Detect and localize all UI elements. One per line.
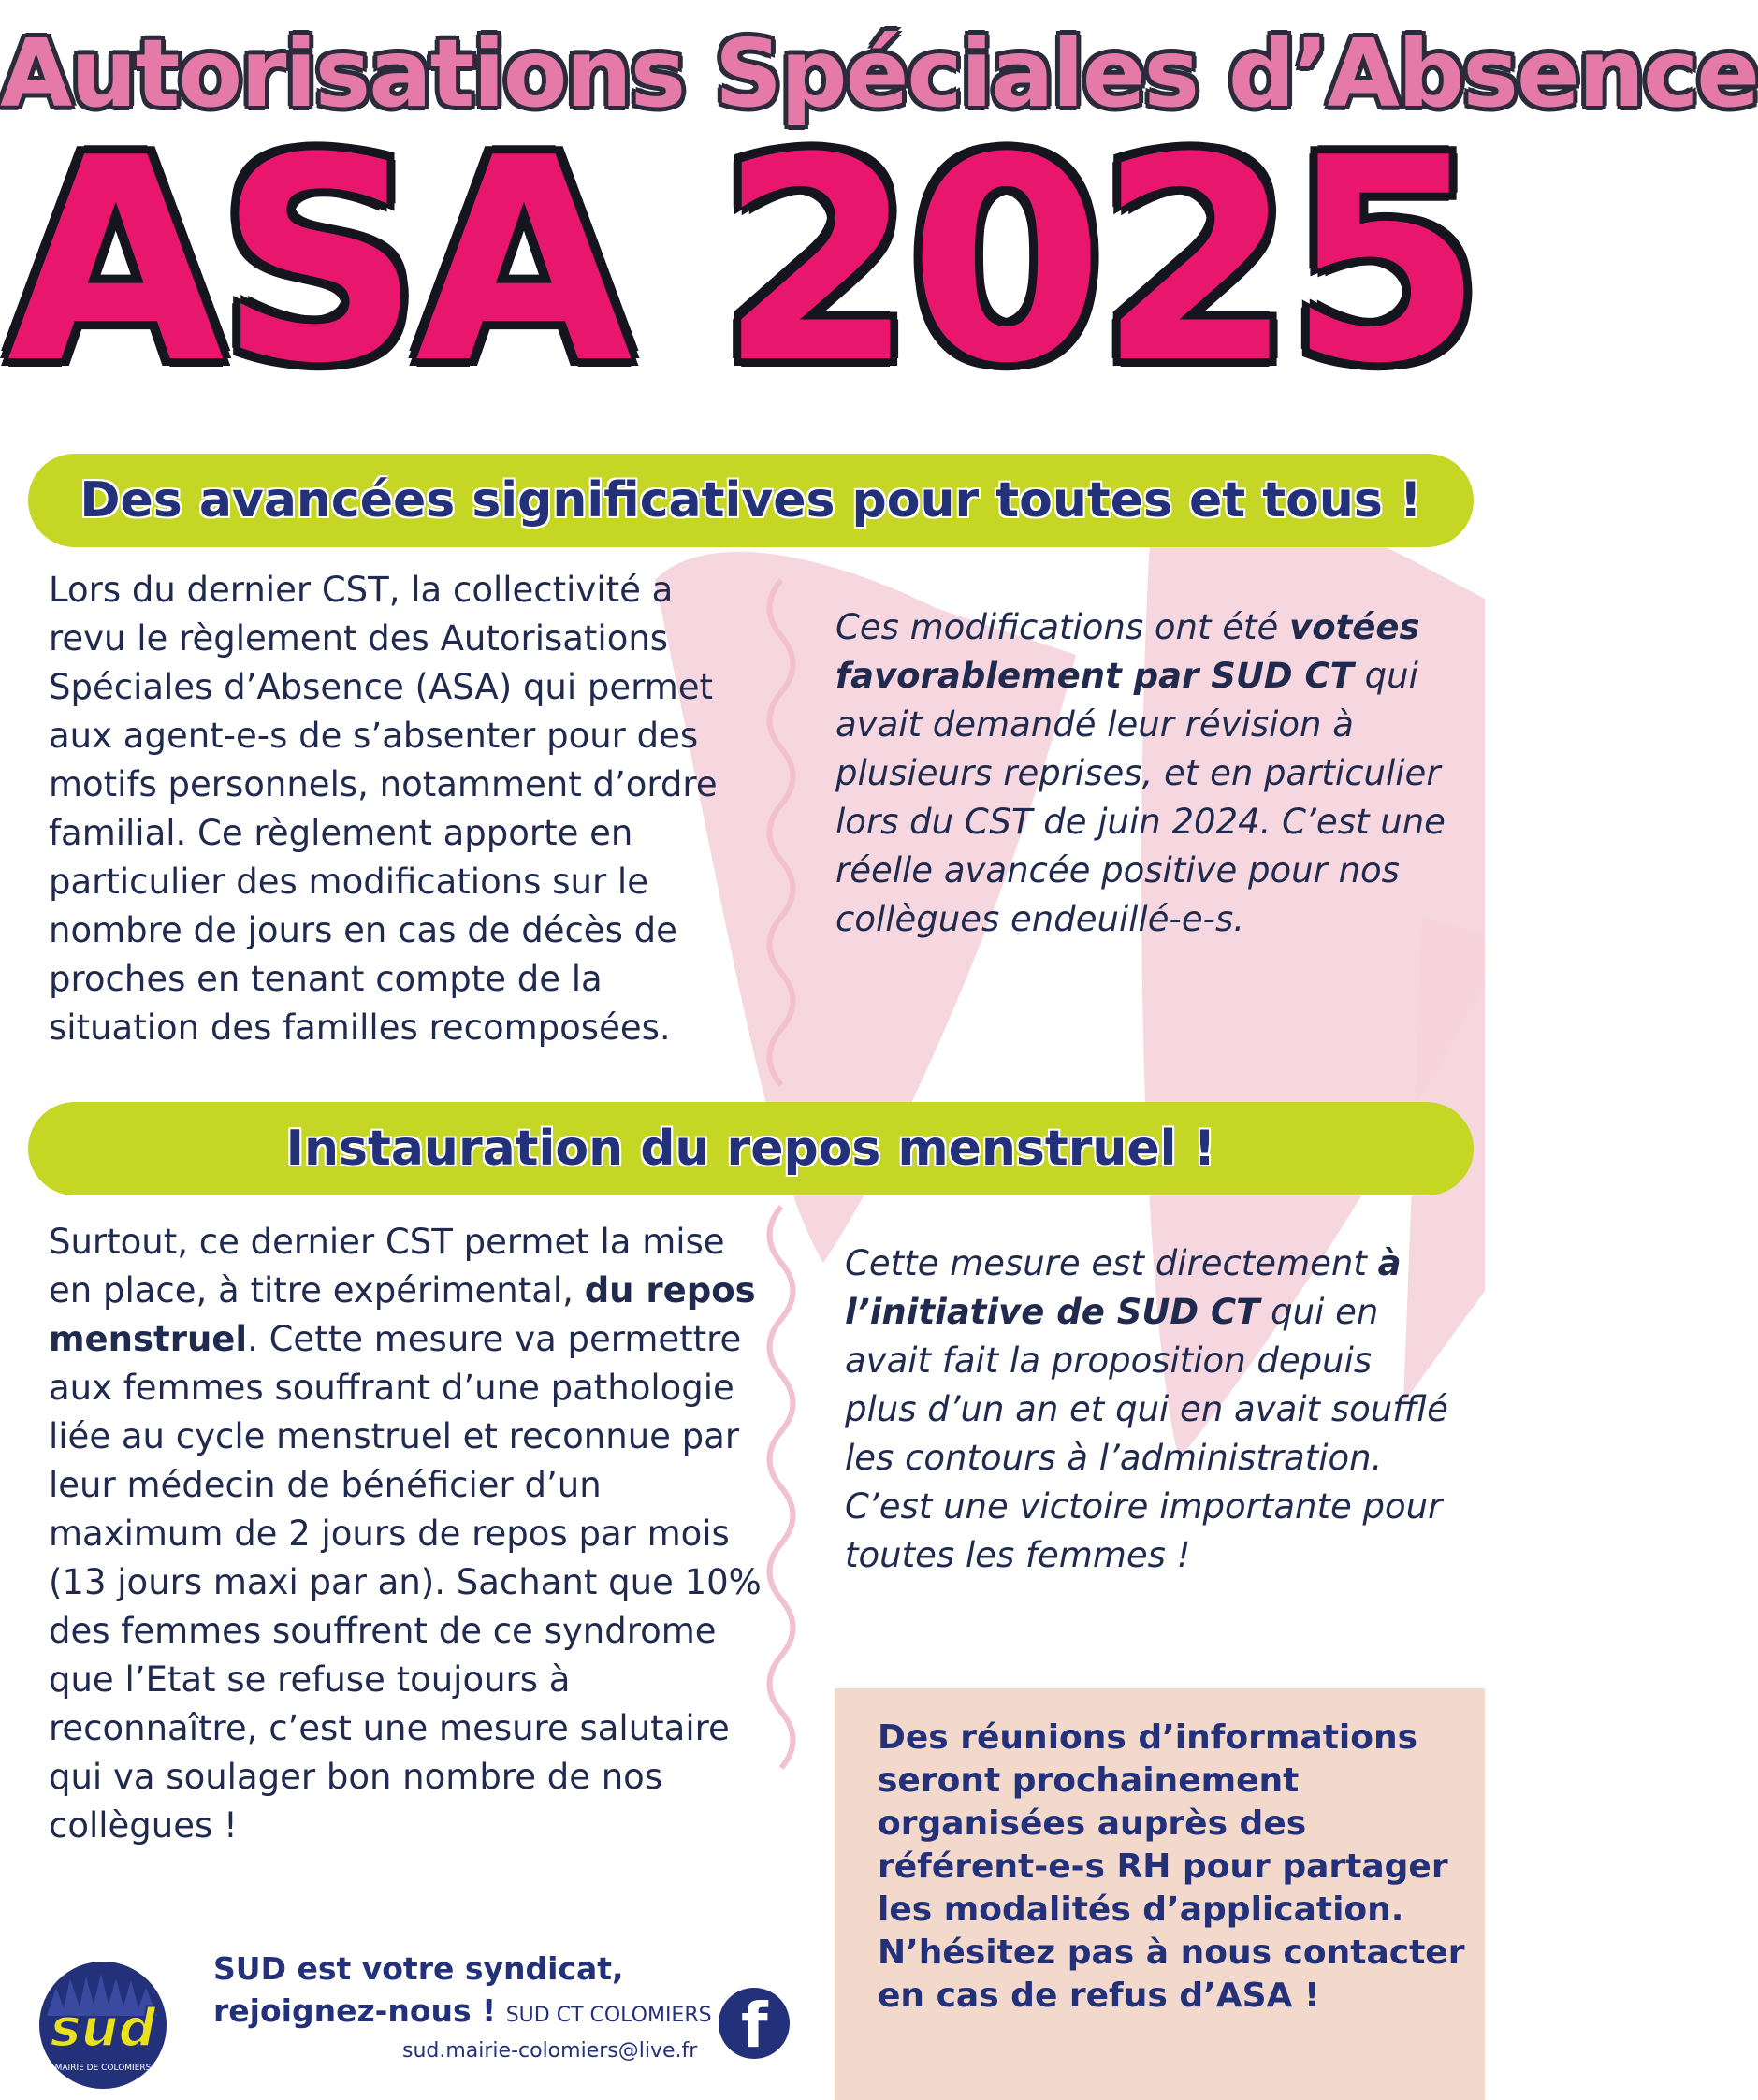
- footer-tagline-2: [213, 1992, 712, 2029]
- text-fragment: . Cette mesure va permettre aux femmes souffrant d’une pathologie liée au cycle menstruel et reconnue par leur médecin de bénéficier d’un maximum de 2 jours de repos par mois (13 jours maxi par an). Sachant que 10% des femmes souffrent de ce syndrome que l’Etat se refuse toujours à reconnaître, c’est une mesure salutaire qui va soulager bon nombre de nos collègues !: [49, 1319, 762, 1846]
- paragraph: [845, 1239, 1453, 1580]
- text-fragment: Surtout, ce dernier CST permet la mise en place, à titre expérimental,: [49, 1222, 725, 1311]
- section-banner-2: [28, 1102, 1474, 1195]
- sud-logo-text: sud: [50, 1998, 156, 2059]
- facebook-icon[interactable]: f: [719, 1988, 790, 2059]
- section-2-left-text: [49, 1218, 769, 1850]
- text-fragment: Cette mesure est directement: [845, 1243, 1378, 1283]
- footer-email-link[interactable]: sud.mairie-colomiers@live.fr: [402, 2039, 698, 2063]
- sud-logo-subtext: MAIRIE DE COLOMIERS: [54, 2064, 152, 2073]
- banner-1-label: Des avancées significatives pour toutes et tous !: [80, 472, 1422, 529]
- title-main: ASA 2025: [7, 98, 1478, 425]
- sud-logo: [28, 1950, 192, 2091]
- banner-2-label: Instauration du repos menstruel !: [285, 1121, 1216, 1177]
- info-box-text: Des réunions d’informations seront prochainement organisées auprès des référent-e-s RH pour partager les modalités d’application. N’hésitez pas à nous contacter en cas de refus d’ASA !: [878, 1718, 1465, 2015]
- text-fragment: qui en avait fait la proposition depuis plus d’un an et qui en avait soufflé les contours à l’administration. C’est une victoire importante pour toutes les femmes !: [845, 1292, 1448, 1575]
- text-fragment-bold: à l’initiative de SUD CT: [845, 1243, 1402, 1332]
- text-fragment-bold: du repos menstruel: [49, 1270, 756, 1359]
- footer-tagline-1: SUD est votre syndicat,: [213, 1950, 624, 1987]
- paragraph: [49, 1218, 769, 1850]
- text-fragment: qui avait demandé leur révision à plusieurs reprises, et en particulier lors du CST de juin 2024. C’est une réelle avancée positive pour nos collègues endeuillé-e-s.: [835, 656, 1446, 939]
- paragraph: [835, 603, 1453, 944]
- footer-org-name: SUD CT COLOMIERS: [505, 2004, 712, 2027]
- paragraph: Lors du dernier CST, la collectivité a revu le règlement des Autorisations Spéciales d’Absence (ASA) qui permet aux agent-e-s de s’absenter pour des motifs personnels, notamment d’ordre familial. Ce règlement apporte en particulier des modifications sur le nombre de jours en cas de décès de proches en tenant compte de la situation des familles recomposées.: [49, 570, 718, 1048]
- section-2-right-text: [845, 1239, 1453, 1580]
- footer-join-text: rejoignez-nous !: [213, 1992, 497, 2029]
- section-1-left-text: [49, 566, 760, 1052]
- text-fragment-bold: votées favorablement par SUD CT: [835, 607, 1420, 696]
- text-fragment: Ces modifications ont été: [835, 607, 1290, 647]
- section-banner-1: [28, 454, 1474, 547]
- section-1-right-text: [835, 603, 1453, 944]
- title-subtitle: Autorisations Spéciales d’Absence: [0, 19, 1758, 128]
